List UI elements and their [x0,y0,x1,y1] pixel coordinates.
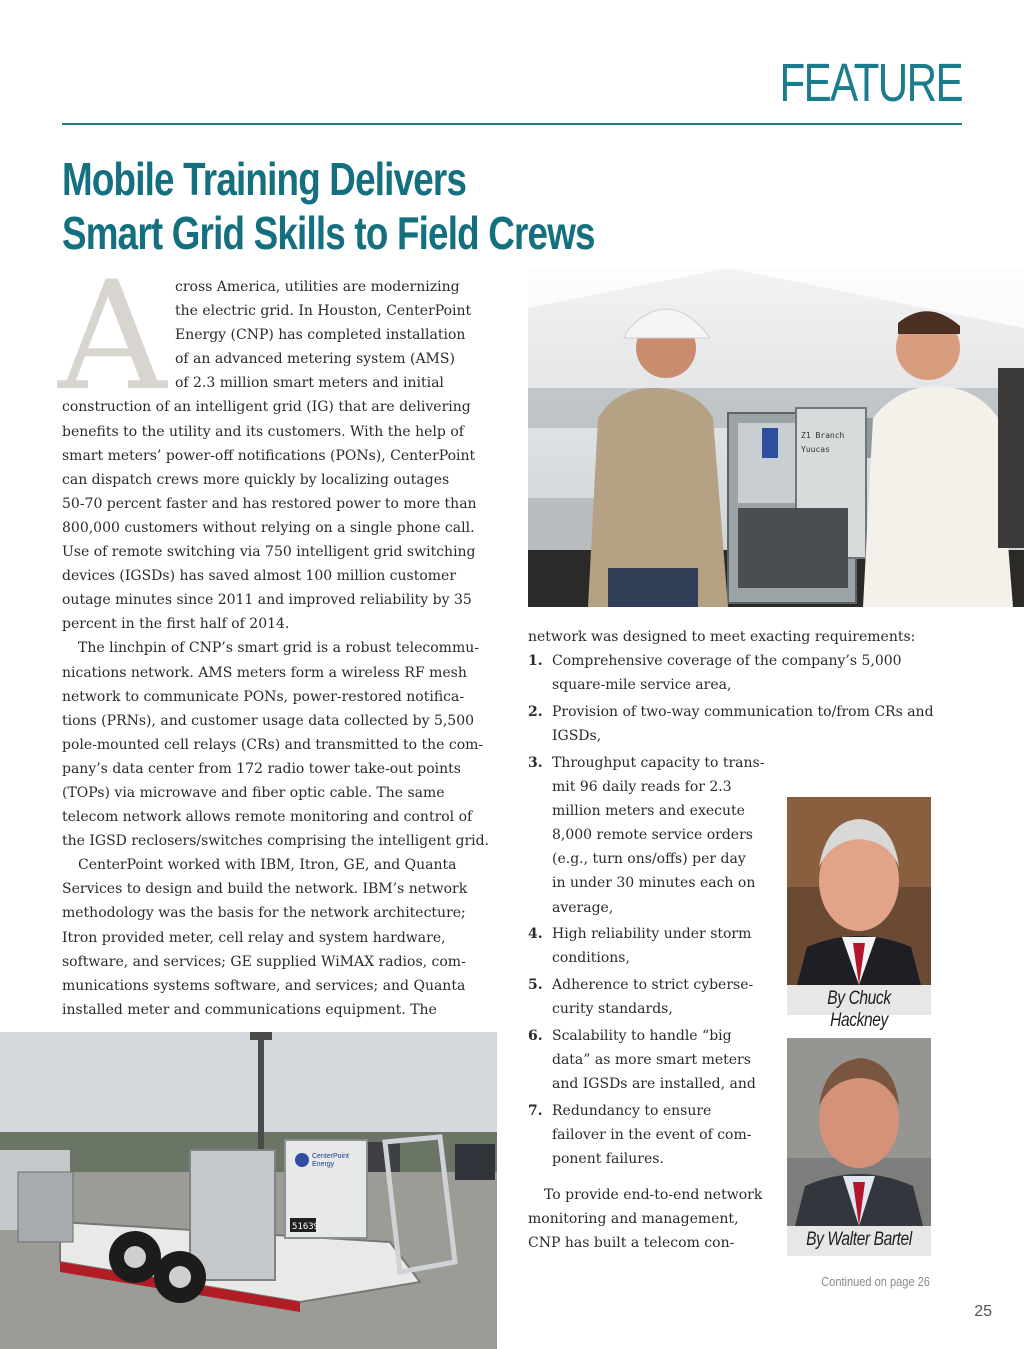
list-line: in under 30 minutes each on [552,875,756,892]
trailer-unit-number: 51639 [292,1222,320,1232]
body-line: telecom network allows remote monitoring and control of [62,809,473,826]
body-line: installed meter and communications equipment. The [62,1001,437,1018]
body-line: software, and services; GE supplied WiMAX radios, com- [62,953,466,970]
body-line: CNP has built a telecom con- [528,1235,735,1252]
list-number: 3. [528,755,543,771]
drop-cap: A [58,250,167,424]
body-line: tions (PRNs), and customer usage data collected by 5,500 [62,712,475,729]
body-line: the IGSD reclosers/switches comprising the intelligent grid. [62,833,490,850]
article-title [62,152,622,260]
body-line: Use of remote switching via 750 intelligent grid switching [62,544,476,561]
body-line: To provide end-to-end network [544,1187,763,1203]
list-line: data” as more smart meters [552,1052,751,1069]
photo-meter-cabinet-illustration [528,268,1024,607]
left-column [62,275,490,1022]
panel-label-2: Yuucas [801,445,830,454]
body-line: 800,000 customers without relying on a single phone call. [62,519,475,536]
body-line: benefits to the utility and its customers. With the help of [62,423,464,440]
list-number: 7. [528,1103,543,1119]
author-card-hackney [787,797,931,1031]
trailer-brand-line-2: Energy [312,1161,335,1168]
body-line: pole-mounted cell relays (CRs) and transmitted to the com- [62,736,484,753]
body-line: network to communicate PONs, power-restored notifica- [62,688,465,705]
title-line-1: Mobile Training Delivers [62,153,467,205]
continued-note: Continued on page 26 [821,1274,930,1289]
page-number: 25 [974,1303,992,1320]
list-number: 2. [528,704,543,720]
lead-line: of an advanced metering system (AMS) [175,351,455,368]
list-line: Adherence to strict cyberse- [552,977,754,993]
list-line: Throughput capacity to trans- [552,755,765,771]
body-line: methodology was the basis for the network architecture; [62,905,466,922]
body-line: devices (IGSDs) has saved almost 100 million customer [62,568,457,585]
lead-line: the electric grid. In Houston, CenterPoint [175,303,472,320]
list-line: Redundancy to ensure [552,1103,712,1119]
body-line: (TOPs) via microwave and fiber optic cable. The same [62,784,445,801]
body-line: The linchpin of CNP’s smart grid is a robust telecommu- [78,640,479,657]
body-line: outage minutes since 2011 and improved reliability by 35 [62,592,472,609]
body-line: can dispatch crews more quickly by localizing outages [62,471,450,488]
list-line: conditions, [552,950,630,967]
lead-line: of 2.3 million smart meters and initial [175,375,444,392]
list-line: average, [552,899,614,916]
body-line: nications network. AMS meters form a wireless RF mesh [62,664,467,681]
list-line: square-mile service area, [552,677,732,694]
trailer-brand-line-1: CenterPoint [312,1153,349,1160]
list-line: million meters and execute [552,803,745,820]
list-line: 8,000 remote service orders [552,827,753,844]
list-number: 5. [528,977,543,993]
body-line: percent in the first half of 2014. [62,616,290,633]
closing-paragraph [528,1183,768,1255]
list-line: failover in the event of com- [552,1127,752,1144]
list-text [552,1024,756,1096]
list-line: IGSDs, [552,728,602,745]
list-number: 1. [528,653,543,669]
list-text [552,1099,751,1171]
list-text [552,700,934,748]
list-line: (e.g., turn ons/offs) per day [552,851,746,868]
body-line: Itron provided meter, cell relay and system hardware, [62,929,446,946]
list-line: ponent failures. [552,1151,664,1168]
list-line: High reliability under storm [552,926,752,942]
list-text [552,649,902,697]
body-line: Services to design and build the network. IBM’s network [62,881,468,898]
body-line: smart meters’ power-off notifications (PONs), CenterPoint [62,447,476,464]
section-label: FEATURE [779,53,962,113]
list-text [552,751,764,920]
list-number: 6. [528,1028,543,1044]
header-rule [62,123,962,125]
body-line: CenterPoint worked with IBM, Itron, GE, and Quanta [78,857,457,874]
avatar [787,797,931,985]
list-line: Scalability to handle “big [552,1028,732,1044]
photo-meter-cabinet [528,268,1024,607]
body-line: monitoring and management, [528,1211,739,1228]
lead-line: Energy (CNP) has completed installation [175,327,466,344]
avatar [787,1038,931,1226]
author-caption: By Chuck Hackney [827,988,891,1031]
lead-line: cross America, utilities are modernizing [175,279,460,295]
list-text [552,973,753,1021]
title-line-2: Smart Grid Skills to Field Crews [62,207,595,259]
right-column-intro: network was designed to meet exacting requirements: [528,629,916,645]
list-line: Comprehensive coverage of the company’s 5,000 [552,653,902,669]
body-line: construction of an intelligent grid (IG) that are delivering [62,399,471,416]
panel-label-1: Z1 Branch [801,431,845,440]
list-line: mit 96 daily reads for 2.3 [552,779,732,796]
list-text [552,922,751,970]
list-line: Provision of two-way communication to/from CRs and [552,704,934,720]
author-caption: By Walter Bartel [806,1229,912,1250]
body-line: pany’s data center from 172 radio tower take-out points [62,760,461,777]
list-number: 4. [528,926,543,942]
list-line: curity standards, [552,1001,673,1018]
photo-training-trailer [0,1032,497,1349]
photo-training-trailer-illustration [0,1032,497,1349]
body-line: munications systems software, and services; and Quanta [62,977,466,994]
body-line: 50-70 percent faster and has restored power to more than [62,495,477,512]
author-card-bartel [787,1038,931,1256]
list-line: and IGSDs are installed, and [552,1076,756,1093]
